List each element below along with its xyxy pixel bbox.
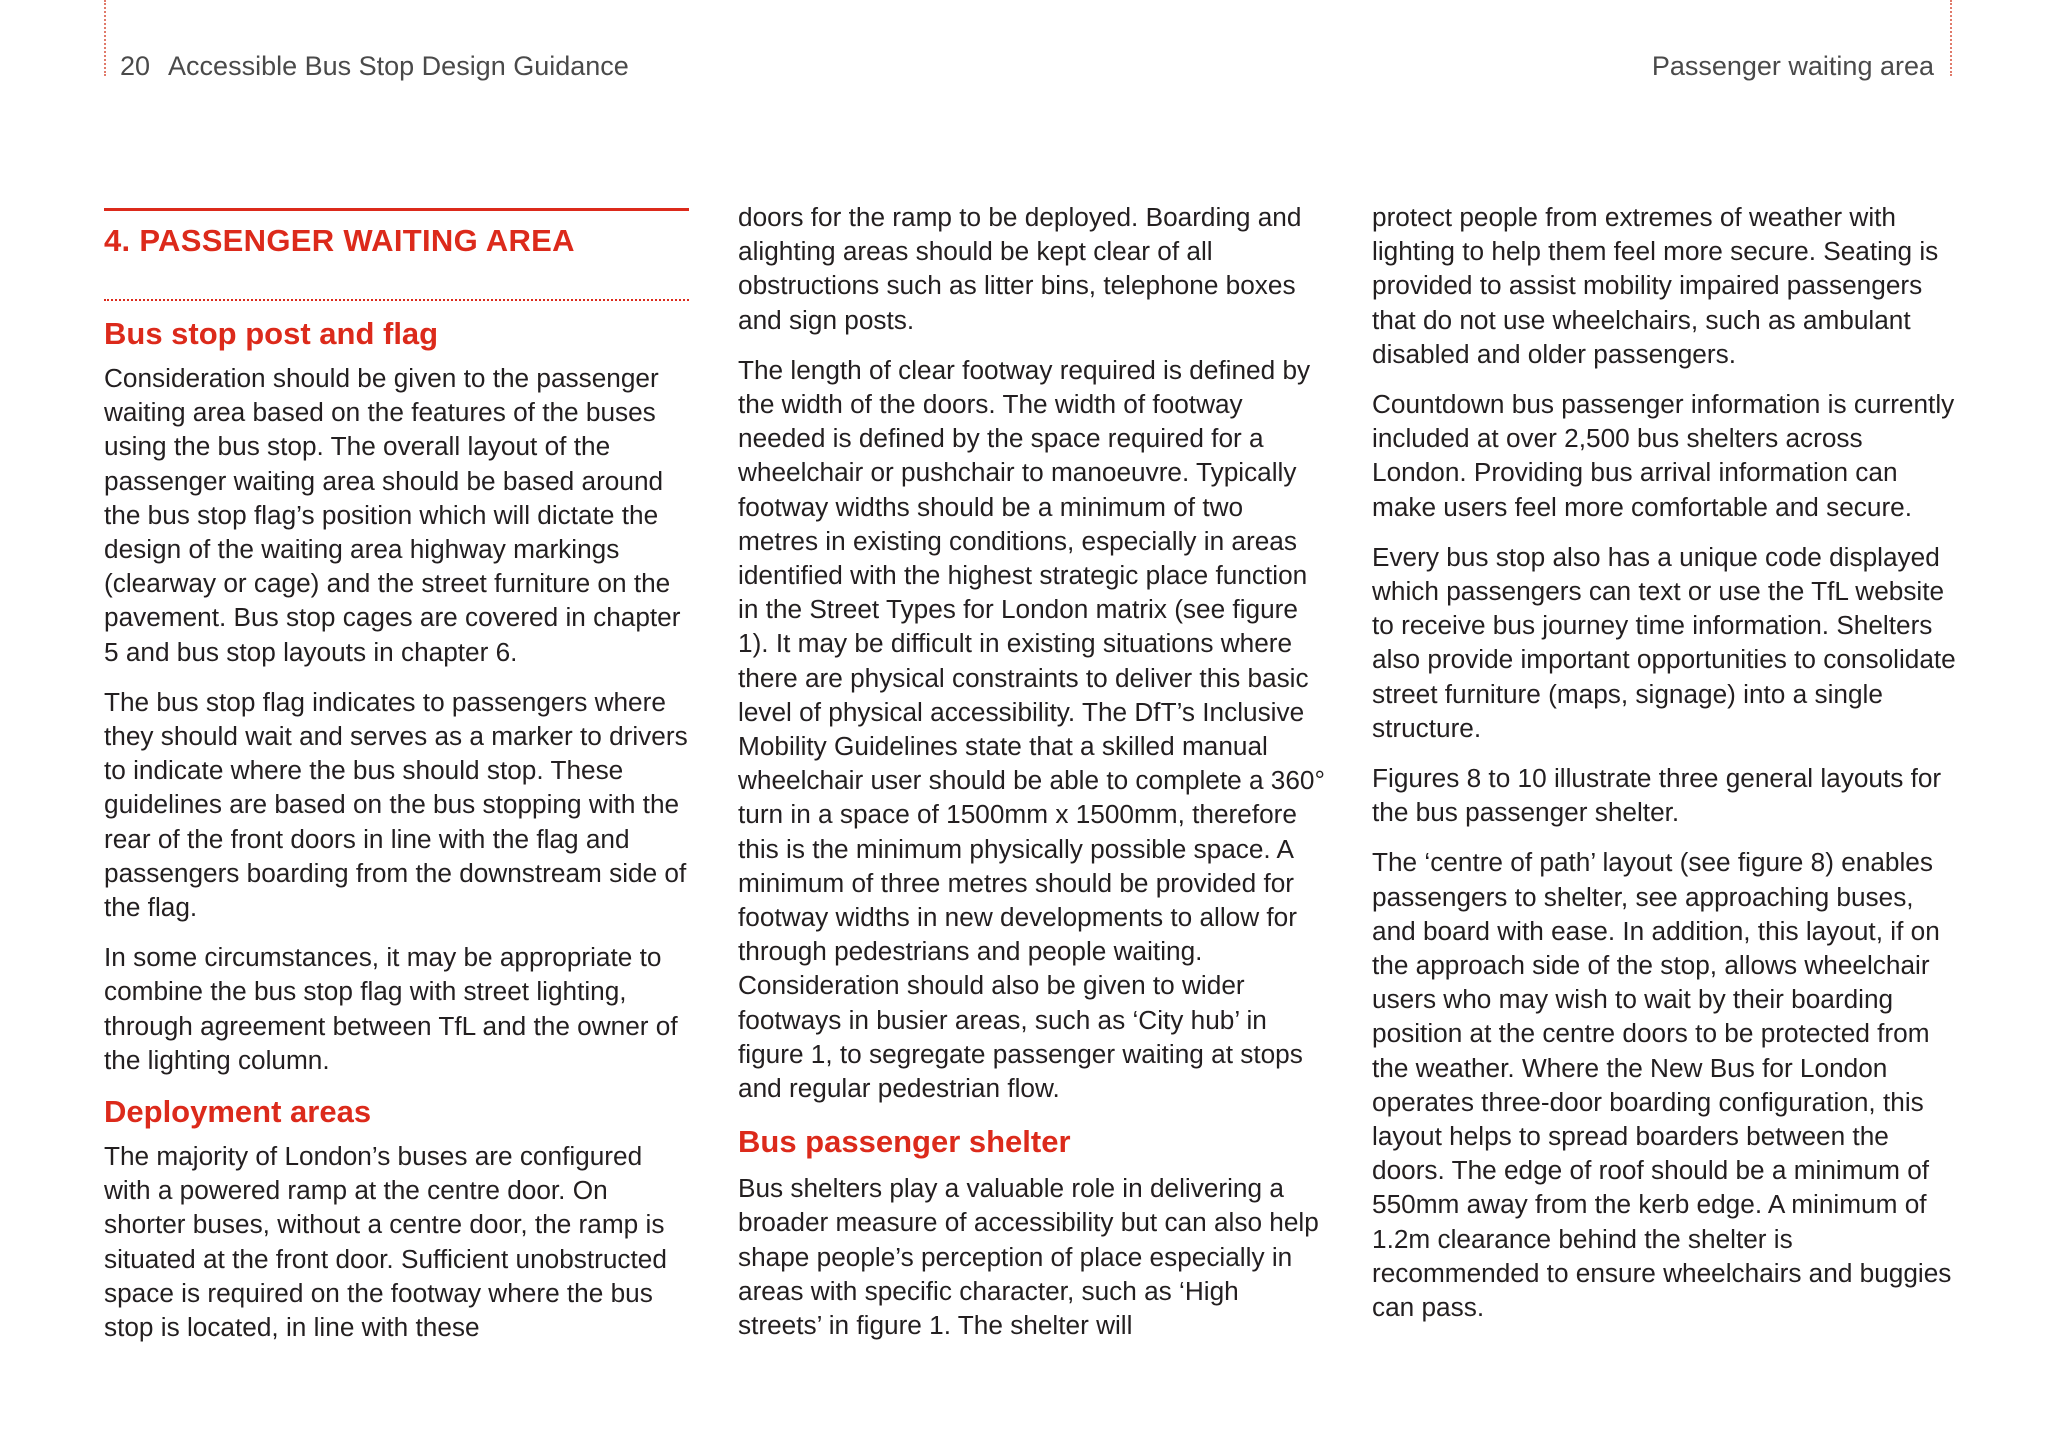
- paragraph: The majority of London’s buses are configured with a powered ramp at the centre door. On shorter buses, without a centre door, the ramp is situated at the front door. Sufficient unobstructed space is required on the footway where the bus stop is located, in line with these: [104, 1141, 667, 1343]
- paragraph: protect people from extremes of weather with lighting to help them feel more secure. Seating is provided to assist mobility impaired passengers that do not use wheelchairs, such as ambulant disabled and older passengers.: [1372, 202, 1939, 369]
- paragraph: In some circumstances, it may be appropriate to combine the bus stop flag with street lighting, through agreement between TfL and the owner of the lighting column.: [104, 942, 678, 1075]
- column-3: [1372, 200, 1958, 1340]
- column-2: [738, 200, 1328, 1358]
- paragraph: The bus stop flag indicates to passengers where they should wait and serves as a marker to drivers to indicate where the bus should stop. These guidelines are based on the bus stopping with the rear of the front doors in line with the flag and passengers boarding from the downstream side of the flag.: [104, 686, 688, 923]
- heading-bus-passenger-shelter: Bus passenger shelter: [738, 1124, 1071, 1160]
- chapter-title: 4. PASSENGER WAITING AREA: [104, 208, 689, 261]
- running-header-left: [120, 48, 629, 84]
- heading-deployment-areas: Deployment areas: [104, 1094, 372, 1130]
- crop-mark-left: [104, 0, 106, 76]
- running-header-section: Passenger waiting area: [1651, 51, 1934, 81]
- dotted-divider: [104, 299, 689, 301]
- paragraph: Consideration should be given to the passenger waiting area based on the features of the buses using the bus stop. The overall layout of the passenger waiting area should be based around the bus stop flag’s position which will dictate the design of the waiting area highway markings (clearway or cage) and the street furniture on the pavement. Bus stop cages are covered in chapter 5 and bus stop layouts in chapter 6.: [104, 363, 681, 667]
- paragraph: The length of clear footway required is defined by the width of the doors. The width of footway needed is defined by the space required for a wheelchair or pushchair to manoeuvre. Typically footway widths should be a minimum of two metres in existing conditions, especially in areas identified with the highest strategic place function in the Street Types for London matrix (see figure 1). It may be difficult in existing situations where there are physical constraints to deliver this basic level of physical accessibility. The DfT’s Inclusive Mobility Guidelines state that a skilled manual wheelchair user should be able to complete a 360° turn in a space of 1500mm x 1500mm, therefore this is the minimum physically possible space. A minimum of three metres should be provided for footway widths in new developments to allow for through pedestrians and people waiting. Consideration should also be given to wider footways in busier areas, such as ‘City hub’ in figure 1, to segregate passenger waiting at stops and regular pedestrian flow.: [738, 354, 1325, 1104]
- heading-bus-stop-post-and-flag: Bus stop post and flag: [104, 316, 439, 351]
- column-1: [104, 200, 689, 1360]
- page-number: 20: [120, 51, 151, 81]
- paragraph: Countdown bus passenger information is currently included at over 2,500 bus shelters across London. Providing bus arrival information can make users feel more comfortable and secure.: [1372, 389, 1955, 522]
- paragraph: Every bus stop also has a unique code displayed which passengers can text or use the TfL website to receive bus journey time information. Shelters also provide important opportunities to consolidate street furniture (maps, signage) into a single structure.: [1372, 541, 1956, 743]
- crop-mark-right: [1950, 0, 1952, 76]
- paragraph: The ‘centre of path’ layout (see figure 8) enables passengers to shelter, see approaching buses, and board with ease. In addition, this layout, if on the approach side of the stop, allows wheelchair users who may wish to wait by their boarding position at the centre doors to be protected from the weather. Where the New Bus for London operates three-door boarding configuration, this layout helps to spread boarders between the doors. The edge of roof should be a minimum of 550mm away from the kerb edge. A minimum of 1.2m clearance behind the shelter is recommended to ensure wheelchairs and buggies can pass.: [1372, 847, 1952, 1323]
- document-title: Accessible Bus Stop Design Guidance: [168, 51, 629, 81]
- paragraph: Figures 8 to 10 illustrate three general layouts for the bus passenger shelter.: [1372, 763, 1942, 828]
- paragraph: Bus shelters play a valuable role in delivering a broader measure of accessibility but can also help shape people’s perception of place especially in areas with specific character, such as ‘High streets’ in figure 1. The shelter will: [738, 1173, 1319, 1341]
- paragraph: doors for the ramp to be deployed. Boarding and alighting areas should be kept clear of all obstructions such as litter bins, telephone boxes and sign posts.: [738, 202, 1302, 335]
